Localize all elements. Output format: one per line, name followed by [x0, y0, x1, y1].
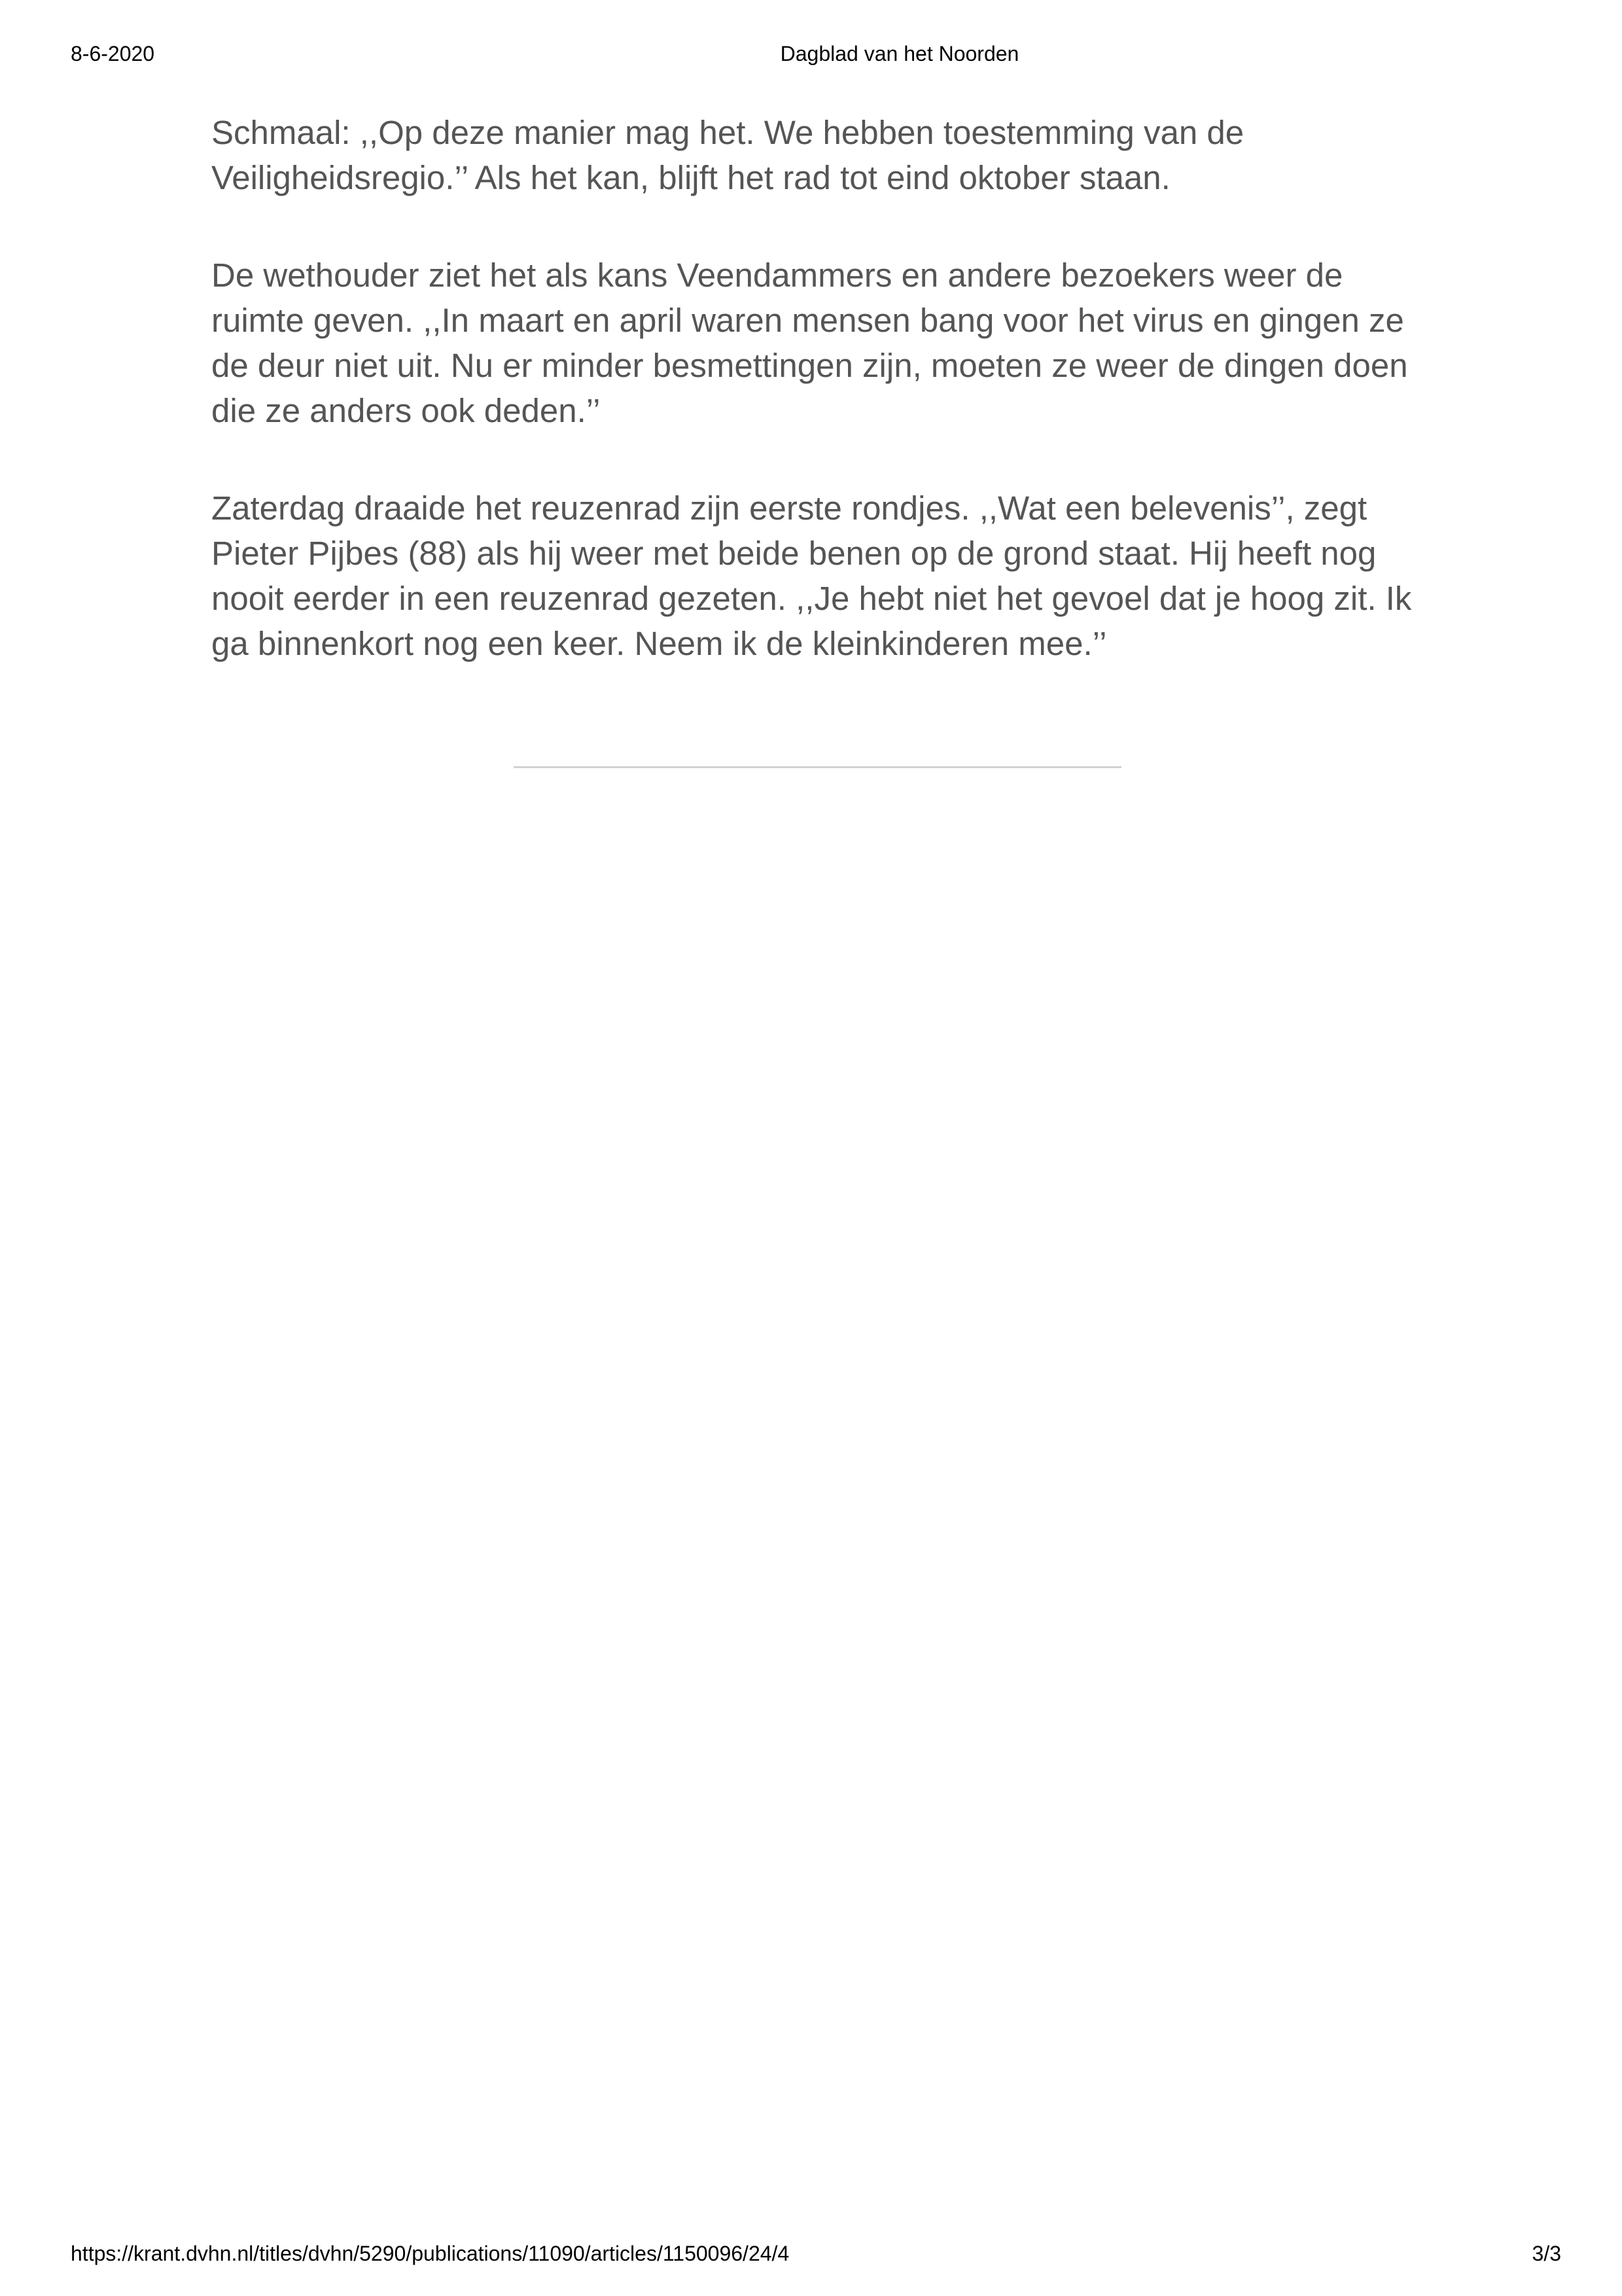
article-paragraph-1: Schmaal: ,,Op deze manier mag het. We hebben toestemming van de Veiligheidsregio.’’ Als het kan, blijft het rad tot eind oktober staan. [211, 114, 1244, 196]
page-number: 3/3 [1532, 2242, 1561, 2265]
article-body [211, 110, 1415, 718]
footer-url: https://krant.dvhn.nl/titles/dvhn/5290/publications/11090/articles/1150096/24/4 [71, 2242, 790, 2265]
article-paragraph-2: De wethouder ziet het als kans Veendammers en andere bezoekers weer de ruimte geven. ,,In maart en april waren mensen bang voor het virus en gingen ze de deur niet uit. Nu er minder besmettingen zijn, moeten ze weer de dingen doen die ze anders ook deden.’’ [211, 256, 1408, 429]
article-paragraph-3: Zaterdag draaide het reuzenrad zijn eerste rondjes. ,,Wat een belevenis’’, zegt Pieter Pijbes (88) als hij weer met beide benen op de grond staat. Hij heeft nog nooit eerder in een reuzenrad gezeten. ,,Je hebt niet het gevoel dat je hoog zit. Ik ga binnenkort nog een keer. Neem ik de kleinkinderen mee.’’ [211, 489, 1412, 662]
article-end-divider [514, 766, 1121, 768]
publication-title: Dagblad van het Noorden [780, 42, 1019, 65]
print-date: 8-6-2020 [71, 42, 155, 65]
